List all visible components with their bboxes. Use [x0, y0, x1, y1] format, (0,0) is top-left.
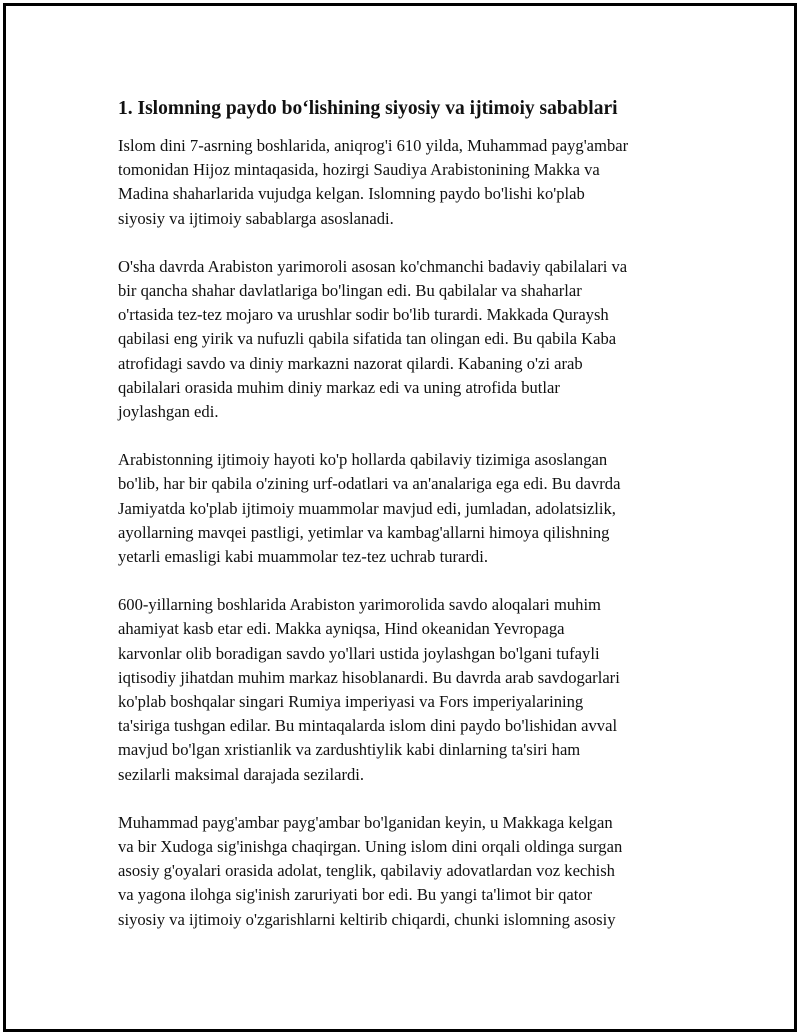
text-line: tomonidan Hijoz mintaqasida, hozirgi Saudiya Arabistonining Makka va: [118, 160, 600, 180]
text-line: siyosiy va ijtimoiy o'zgarishlarni keltirib chiqardi, chunki islomning asosiy: [118, 909, 616, 929]
text-line: qabilalari orasida muhim diniy markaz edi va uning atrofida butlar: [118, 377, 560, 397]
text-line: ta'siriga tushgan edilar. Bu mintaqalarda islom dini paydo bo'lishidan avval: [118, 716, 618, 736]
text-line: mavjud bo'lgan xristianlik va zardushtiylik kabi dinlarning ta'siri ham: [118, 740, 581, 760]
text-line: O'sha davrda Arabiston yarimoroli asosan ko'chmanchi badaviy qabilalari va: [118, 256, 628, 276]
text-line: ko'plab boshqalar singari Rumiya imperiyasi va Fors imperiyalarining: [118, 692, 584, 712]
text-line: qabilasi eng yirik va nufuzli qabila sifatida tan olingan edi. Bu qabila Kaba: [118, 329, 617, 349]
text-line: Madina shaharlarida vujudga kelgan. Islomning paydo bo'lishi ko'plab: [118, 184, 585, 204]
text-line: karvonlar olib boradigan savdo yo'llari ustida joylashgan bo'lgani tufayli: [118, 643, 600, 663]
text-line: joylashgan edi.: [118, 402, 219, 422]
text-line: va bir Xudoga sig'inishga chaqirgan. Uning islom dini orqali oldinga surgan: [118, 837, 623, 857]
text-line: bir qancha shahar davlatlariga bo'lingan edi. Bu qabilalar va shaharlar: [118, 281, 582, 301]
text-line: 600-yillarning boshlarida Arabiston yarimorolida savdo aloqalari muhim: [118, 595, 601, 615]
paragraph-3: [118, 448, 708, 569]
section-heading: 1. Islomning paydo bo‘lishining siyosiy va ijtimoiy sabablari: [118, 98, 618, 119]
text-line: yetarli emasligi kabi muammolar tez-tez uchrab turardi.: [118, 547, 488, 567]
text-line: Islom dini 7-asrning boshlarida, aniqrog'i 610 yilda, Muhammad payg'ambar: [118, 136, 629, 155]
text-line: ahamiyat kasb etar edi. Makka ayniqsa, Hind okeanidan Yevropaga: [118, 619, 565, 639]
text-line: atrofidagi savdo va diniy markazni nazorat qilardi. Kabaning o'zi arab: [118, 353, 583, 373]
text-line: Arabistonning ijtimoiy hayoti ko'p hollarda qabilaviy tizimiga asoslangan: [118, 450, 608, 470]
document-body: [118, 96, 708, 956]
text-line: ayollarning mavqei pastligi, yetimlar va kambag'allarni himoya qilishning: [118, 522, 610, 542]
paragraph-4: [118, 593, 708, 787]
paragraph-1: [118, 134, 708, 231]
text-line: iqtisodiy jihatdan muhim markaz hisoblanardi. Bu davrda arab savdogarlari: [118, 667, 620, 687]
text-line: Jamiyatda ko'plab ijtimoiy muammolar mavjud edi, jumladan, adolatsizlik,: [118, 498, 616, 518]
text-line: siyosiy va ijtimoiy sabablarga asoslanadi.: [118, 208, 394, 228]
paragraph-2: [118, 255, 708, 424]
text-line: Muhammad payg'ambar payg'ambar bo'lganidan keyin, u Makkaga kelgan: [118, 812, 613, 832]
text-line: bo'lib, har bir qabila o'zining urf-odatlari va an'analariga ega edi. Bu davrda: [118, 474, 621, 494]
text-line: o'rtasida tez-tez mojaro va urushlar sodir bo'lib turardi. Makkada Quraysh: [118, 305, 609, 325]
paragraph-5: [118, 811, 708, 932]
text-line: va yagona ilohga sig'inish zaruriyati bor edi. Bu yangi ta'limot bir qator: [118, 885, 593, 905]
text-line: asosiy g'oyalari orasida adolat, tenglik, qabilaviy adovatlardan voz kechish: [118, 861, 615, 881]
text-line: sezilarli maksimal darajada sezilardi.: [118, 764, 365, 784]
